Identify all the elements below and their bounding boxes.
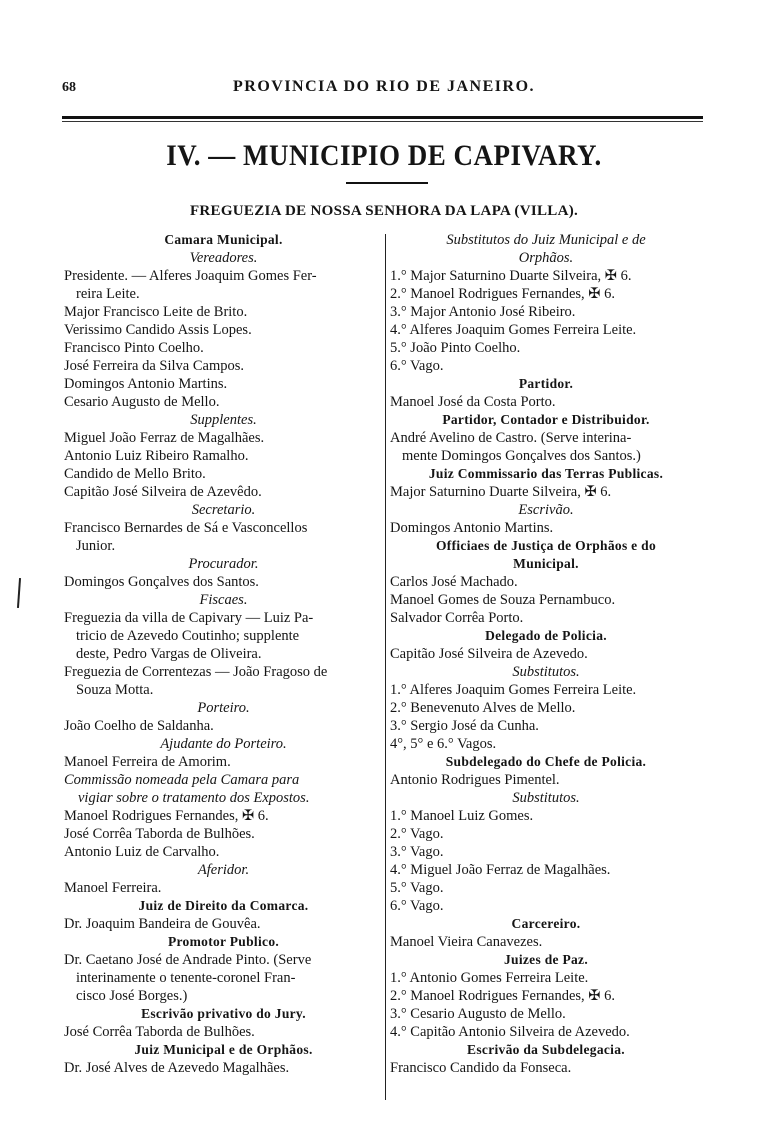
- section-heading: Juiz Municipal e de Orphãos.: [134, 1042, 313, 1057]
- entry-line: Antonio Rodrigues Pimentel.: [390, 772, 560, 788]
- subheading: Fiscaes.: [199, 592, 248, 608]
- entry-continuation: cisco José Borges.): [76, 988, 188, 1004]
- subheading: Orphãos.: [518, 250, 574, 266]
- subheading: Vereadores.: [189, 250, 258, 266]
- entry-line: José Corrêa Taborda de Bulhões.: [64, 1024, 255, 1040]
- entry-line: Domingos Gonçalves dos Santos.: [64, 574, 259, 590]
- entry-line: Verissimo Candido Assis Lopes.: [64, 322, 252, 338]
- entry-line: Dr. Caetano José de Andrade Pinto. (Serve: [64, 952, 312, 968]
- page-number: 68: [62, 80, 76, 95]
- section-heading: Escrivão privativo do Jury.: [141, 1006, 306, 1021]
- entry-line: 2.° Benevenuto Alves de Mello.: [390, 700, 576, 716]
- entry-continuation: Junior.: [76, 538, 116, 554]
- entry-line: Freguezia da villa de Capivary — Luiz Pa-: [64, 610, 314, 626]
- entry-line: Antonio Luiz Ribeiro Ramalho.: [64, 448, 249, 464]
- entry-line: Dr. José Alves de Azevedo Magalhães.: [64, 1060, 290, 1076]
- section-title: IV. — MUNICIPIO DE CAPIVARY.: [166, 138, 602, 172]
- entry-line: 1.° Major Saturnino Duarte Silveira, ✠ 6.: [390, 268, 632, 284]
- subheading: Substitutos.: [512, 664, 580, 680]
- entry-continuation: mente Domingos Gonçalves dos Santos.): [402, 448, 641, 464]
- entry-line: 3.° Major Antonio José Ribeiro.: [390, 304, 576, 320]
- section-heading: Partidor, Contador e Distribuidor.: [442, 412, 650, 427]
- entry-continuation: reira Leite.: [76, 286, 140, 302]
- section-heading: Municipal.: [513, 556, 579, 571]
- section-heading: Partidor.: [518, 376, 574, 391]
- entry-line: 6.° Vago.: [390, 898, 444, 914]
- entry-line: Freguezia de Correntezas — João Fragoso de: [64, 664, 328, 680]
- entry-line: 2.° Manoel Rodrigues Fernandes, ✠ 6.: [390, 988, 615, 1004]
- entry-line: 4.° Miguel João Ferraz de Magalhães.: [390, 862, 611, 878]
- entry-line: 2.° Vago.: [390, 826, 444, 842]
- subheading: Procurador.: [188, 556, 259, 572]
- entry-line: Antonio Luiz de Carvalho.: [64, 844, 220, 860]
- entry-continuation: Souza Motta.: [76, 682, 154, 698]
- entry-line: Capitão José Silveira de Azevedo.: [390, 646, 588, 662]
- title-rule: [346, 182, 428, 184]
- entry-line: 2.° Manoel Rodrigues Fernandes, ✠ 6.: [390, 286, 615, 302]
- entry-line: 3.° Vago.: [390, 844, 444, 860]
- entry-continuation: deste, Pedro Vargas de Oliveira.: [76, 646, 262, 662]
- subheading: Aferidor.: [197, 862, 250, 878]
- entry-line: Major Saturnino Duarte Silveira, ✠ 6.: [390, 484, 612, 500]
- entry-line: Francisco Pinto Coelho.: [64, 340, 204, 356]
- entry-line: 4.° Capitão Antonio Silveira de Azevedo.: [390, 1024, 630, 1040]
- section-heading: Carcereiro.: [511, 916, 581, 931]
- section-heading: Juiz Commissario das Terras Publicas.: [428, 466, 664, 481]
- entry-line: Salvador Corrêa Porto.: [390, 610, 524, 626]
- entry-line: Presidente. — Alferes Joaquim Gomes Fer-: [64, 268, 317, 284]
- subheading: Porteiro.: [197, 700, 250, 716]
- entry-line: Francisco Bernardes de Sá e Vasconcellos: [64, 520, 308, 536]
- section-heading: Subdelegado do Chefe de Policia.: [445, 754, 647, 769]
- entry-line: Francisco Candido da Fonseca.: [390, 1060, 572, 1076]
- entry-line: 5.° Vago.: [390, 880, 444, 896]
- section-heading: Promotor Publico.: [167, 934, 280, 949]
- section-heading: Officiaes de Justiça de Orphãos e do: [435, 538, 657, 553]
- entry-line: 6.° Vago.: [390, 358, 444, 374]
- entry-line: José Ferreira da Silva Campos.: [64, 358, 245, 374]
- subheading: Ajudante do Porteiro.: [160, 736, 287, 752]
- section-heading: Juiz de Direito da Comarca.: [138, 898, 309, 913]
- section-heading: Juizes de Paz.: [503, 952, 589, 967]
- entry-line: João Coelho de Saldanha.: [64, 718, 214, 734]
- column-divider: [385, 234, 386, 1100]
- left-column: [64, 231, 383, 1077]
- entry-line: Manoel Ferreira.: [64, 880, 162, 896]
- entry-line: Capitão José Silveira de Azevêdo.: [64, 484, 262, 500]
- entry-line: Candido de Mello Brito.: [64, 466, 206, 482]
- subheading: Secretario.: [191, 502, 256, 518]
- entry-line: 1.° Antonio Gomes Ferreira Leite.: [390, 970, 589, 986]
- right-column: [390, 231, 702, 1077]
- parish-subtitle: FREGUEZIA DE NOSSA SENHORA DA LAPA (VILLA).: [189, 203, 579, 219]
- header-rule: [62, 116, 703, 119]
- entry-line: Miguel João Ferraz de Magalhães.: [64, 430, 265, 446]
- entry-line: Major Francisco Leite de Brito.: [64, 304, 248, 320]
- margin-mark: [17, 578, 21, 608]
- subheading: Substitutos.: [512, 790, 580, 806]
- entry-line: Dr. Joaquim Bandeira de Gouvêa.: [64, 916, 261, 932]
- entry-line: 1.° Manoel Luiz Gomes.: [390, 808, 534, 824]
- section-heading: Camara Municipal.: [164, 232, 283, 247]
- entry-line: 4.° Alferes Joaquim Gomes Ferreira Leite.: [390, 322, 637, 338]
- running-title: PROVINCIA DO RIO DE JANEIRO.: [232, 78, 536, 95]
- entry-line: Manoel José da Costa Porto.: [390, 394, 556, 410]
- entry-line: 3.° Sergio José da Cunha.: [390, 718, 539, 734]
- section-heading: Delegado de Policia.: [485, 628, 607, 643]
- entry-line: Domingos Antonio Martins.: [64, 376, 228, 392]
- header-rule-thin: [62, 121, 703, 122]
- section-heading: Escrivão da Subdelegacia.: [467, 1042, 625, 1057]
- entry-line: Domingos Antonio Martins.: [390, 520, 554, 536]
- italic-heading-continuation: vigiar sobre o tratamento dos Expostos.: [78, 790, 310, 806]
- subheading: Substitutos do Juiz Municipal e de: [446, 232, 646, 248]
- entry-line: Manoel Gomes de Souza Pernambuco.: [390, 592, 616, 608]
- entry-line: Carlos José Machado.: [390, 574, 518, 590]
- entry-line: André Avelino de Castro. (Serve interina-: [390, 430, 632, 446]
- entry-line: 3.° Cesario Augusto de Mello.: [390, 1006, 566, 1022]
- entry-line: Manoel Ferreira de Amorim.: [64, 754, 231, 770]
- entry-continuation: interinamente o tenente-coronel Fran-: [76, 970, 296, 986]
- entry-line: José Corrêa Taborda de Bulhões.: [64, 826, 255, 842]
- subheading: Escrivão.: [518, 502, 574, 518]
- entry-line: 4°, 5° e 6.° Vagos.: [390, 736, 497, 752]
- entry-line: Manoel Rodrigues Fernandes, ✠ 6.: [64, 808, 269, 824]
- italic-heading: Commissão nomeada pela Camara para: [64, 772, 300, 788]
- entry-line: 1.° Alferes Joaquim Gomes Ferreira Leite.: [390, 682, 637, 698]
- entry-line: Cesario Augusto de Mello.: [64, 394, 220, 410]
- subheading: Supplentes.: [190, 412, 257, 428]
- entry-continuation: tricio de Azevedo Coutinho; supplente: [76, 628, 300, 644]
- entry-line: 5.° João Pinto Coelho.: [390, 340, 521, 356]
- entry-line: Manoel Vieira Canavezes.: [390, 934, 543, 950]
